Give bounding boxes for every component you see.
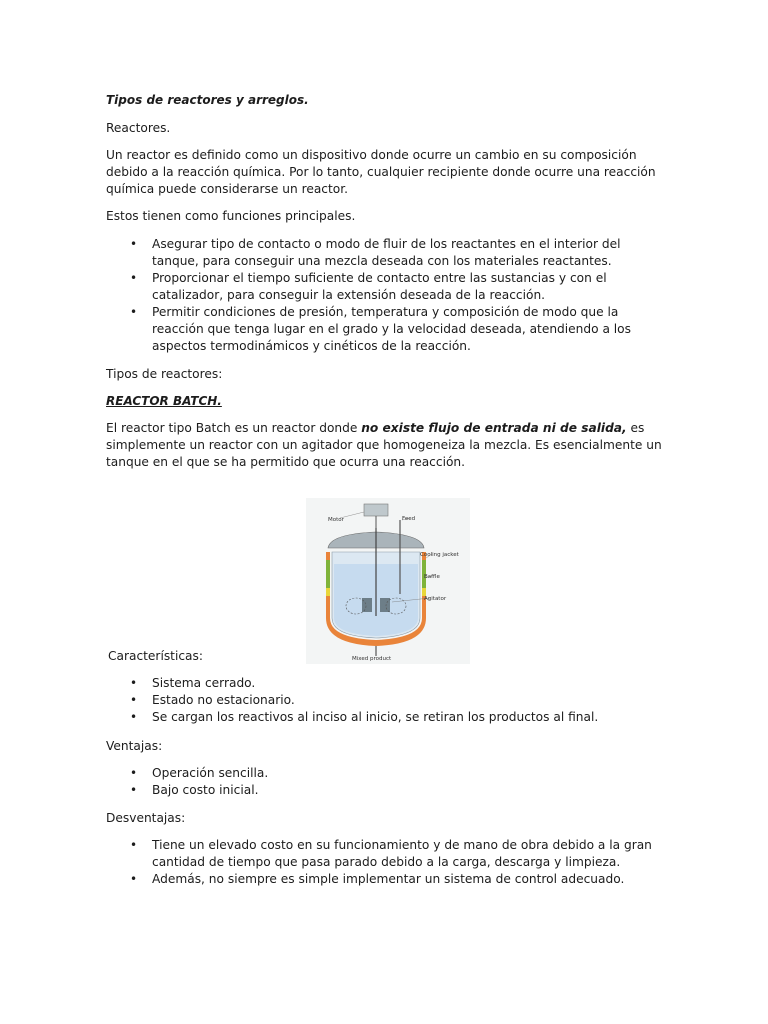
list-item: • Se cargan los reactivos al inciso al inicio, se retiran los productos al final. — [106, 709, 662, 726]
types-label: Tipos de reactores: — [106, 367, 223, 381]
batch-text-part-1: El reactor tipo Batch es un reactor donde — [106, 421, 362, 435]
list-item: • Proporcionar el tiempo suficiente de contacto entre las sustancias y con el catalizador, para conseguir la extensión deseada de la reacción. — [106, 270, 662, 304]
feed-label: Feed — [402, 516, 416, 522]
batch-heading: REACTOR BATCH. — [106, 394, 222, 408]
characteristics-list — [106, 675, 662, 726]
document-title: Tipos de reactores y arreglos. — [106, 93, 309, 107]
list-item: • Operación sencilla. — [106, 765, 662, 782]
mixed-product-label: Mixed product — [352, 656, 392, 662]
list-item: • Tiene un elevado costo en su funcionamiento y de mano de obra debido a la gran cantidad de tiempo que pasa parado debido a la carga, descarga y limpieza. — [106, 837, 662, 871]
agitator-blade-right — [380, 598, 390, 612]
characteristics-label: Características: — [108, 649, 203, 663]
list-item: • Permitir condiciones de presión, temperatura y composición de modo que la reacción que tenga lugar en el grado y la velocidad deseada, atendiendo a los aspectos termodinámicos y cinéticos de la reacción. — [106, 304, 662, 355]
baffle-left — [326, 560, 330, 588]
agitator-label: Agitator — [424, 596, 447, 602]
reactor-definition-paragraph: Un reactor es definido como un dispositivo donde ocurre un cambio en su composición debido a la reacción química. Por lo tanto, cualquier recipiente donde ocurre una reacción química puede considerarse un reactor. — [106, 148, 656, 196]
list-item: • Sistema cerrado. — [106, 675, 662, 692]
list-item: • Además, no siempre es simple implementar un sistema de control adecuado. — [106, 871, 662, 888]
batch-text-part-2: es simplemente un reactor con un agitador que homogeneiza la mezcla. Es esencialmente un tanque en el que se ha permitido que ocurra una reacción. — [106, 421, 662, 469]
motor-shape — [364, 504, 388, 516]
list-item: • Bajo costo inicial. — [106, 782, 662, 799]
disadvantages-label: Desventajas: — [106, 811, 186, 825]
advantages-list — [106, 765, 662, 799]
agitator-blade-left — [362, 598, 372, 612]
batch-reactor-illustration — [306, 498, 470, 664]
batch-description — [106, 420, 662, 471]
disadvantages-list — [106, 837, 662, 888]
motor-label: Motor — [328, 517, 344, 523]
batch-reactor-diagram — [306, 498, 470, 664]
cooling-jacket-label: Cooling jacket — [420, 552, 459, 558]
functions-intro: Estos tienen como funciones principales. — [106, 209, 356, 223]
functions-list — [106, 236, 662, 355]
advantages-label: Ventajas: — [106, 739, 163, 753]
baffle-label: Baffle — [424, 574, 440, 580]
list-item: • Asegurar tipo de contacto o modo de fluir de los reactantes en el interior del tanque, para conseguir una mezcla deseada con los materiales reactantes. — [106, 236, 662, 270]
batch-text-emphasis: no existe flujo de entrada ni de salida, — [361, 421, 627, 435]
list-item: • Estado no estacionario. — [106, 692, 662, 709]
section-label-reactores: Reactores. — [106, 121, 171, 135]
